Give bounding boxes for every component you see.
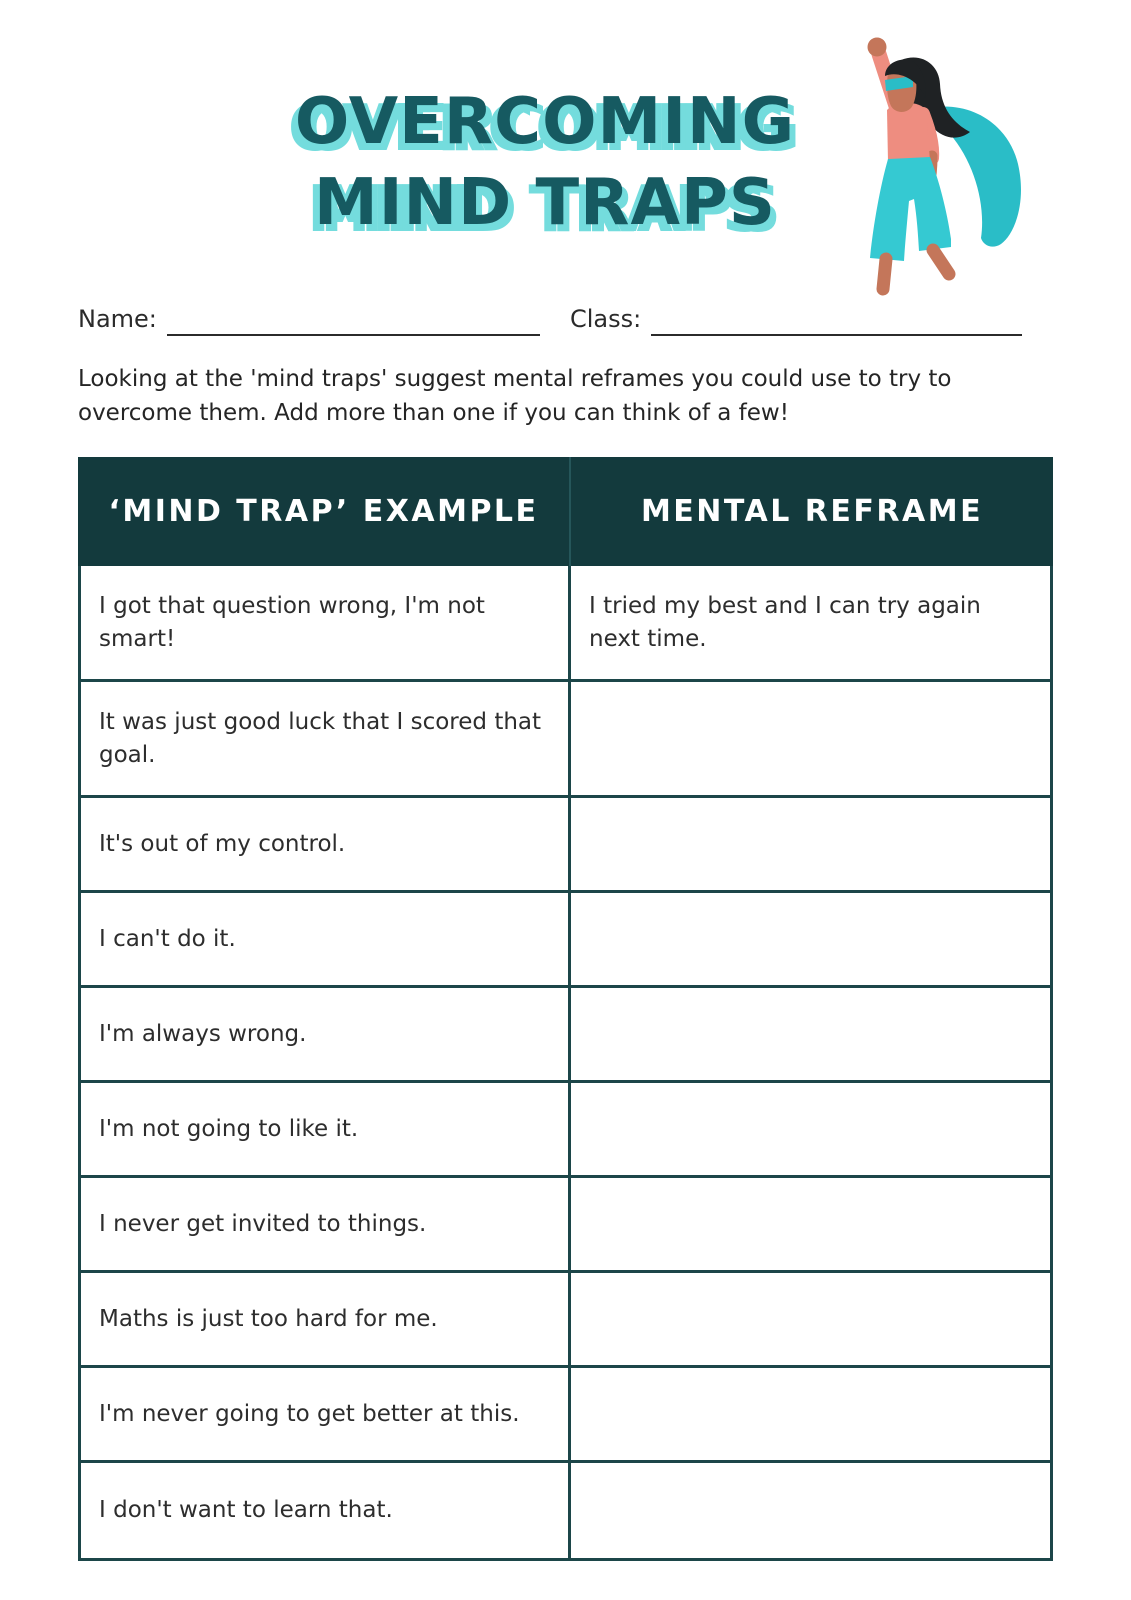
reframe-cell — [571, 682, 1050, 795]
table-row — [81, 798, 1050, 893]
table-row — [81, 566, 1050, 682]
table-row — [81, 682, 1050, 798]
column-header-mind-trap-example: ‘MIND TRAP’ EXAMPLE — [78, 457, 571, 566]
trap-cell: It's out of my control. — [81, 798, 571, 890]
superhero-illustration — [833, 28, 1040, 304]
table-body — [78, 566, 1053, 1561]
name-field — [78, 302, 540, 336]
reframe-cell — [571, 1368, 1050, 1460]
reframe-cell — [571, 988, 1050, 1080]
table-row — [81, 1368, 1050, 1463]
class-field — [570, 302, 1022, 336]
table-row — [81, 893, 1050, 988]
trap-cell: Maths is just too hard for me. — [81, 1273, 571, 1365]
name-class-row — [78, 302, 1022, 336]
table-row — [81, 1273, 1050, 1368]
class-blank-line — [651, 304, 1022, 336]
reframe-cell — [571, 893, 1050, 985]
trap-cell: I don't want to learn that. — [81, 1463, 571, 1558]
reframe-cell — [571, 798, 1050, 890]
name-label: Name: — [78, 305, 157, 333]
reframe-cell — [571, 1083, 1050, 1175]
trap-cell: I can't do it. — [81, 893, 571, 985]
trap-cell: I never get invited to things. — [81, 1178, 571, 1270]
reframe-cell — [571, 1273, 1050, 1365]
name-blank-line — [167, 304, 540, 336]
column-header-mental-reframe: MENTAL REFRAME — [640, 494, 984, 529]
title-line-2: MIND TRAPS — [314, 166, 776, 240]
trap-cell: I'm never going to get better at this. — [81, 1368, 571, 1460]
trap-cell: I got that question wrong, I'm not smart! — [81, 566, 571, 679]
class-label: Class: — [570, 305, 642, 333]
trap-cell: I'm not going to like it. — [81, 1083, 571, 1175]
instructions-text: Looking at the 'mind traps' suggest mental reframes you could use to try to overcome them. Add more than one if you can think of a few! — [78, 366, 952, 426]
trap-cell: It was just good luck that I scored that goal. — [81, 682, 571, 795]
table-header-row — [78, 457, 1053, 566]
table-row — [81, 1178, 1050, 1273]
trap-cell: I'm always wrong. — [81, 988, 571, 1080]
table-row — [81, 1463, 1050, 1558]
title-line-1: OVERCOMING — [294, 85, 796, 159]
table-row — [81, 988, 1050, 1083]
reframe-cell — [571, 1178, 1050, 1270]
mind-traps-table — [78, 457, 1053, 1561]
table-row — [81, 1083, 1050, 1178]
reframe-cell — [571, 1463, 1050, 1558]
reframe-cell: I tried my best and I can try again next time. — [589, 592, 981, 652]
